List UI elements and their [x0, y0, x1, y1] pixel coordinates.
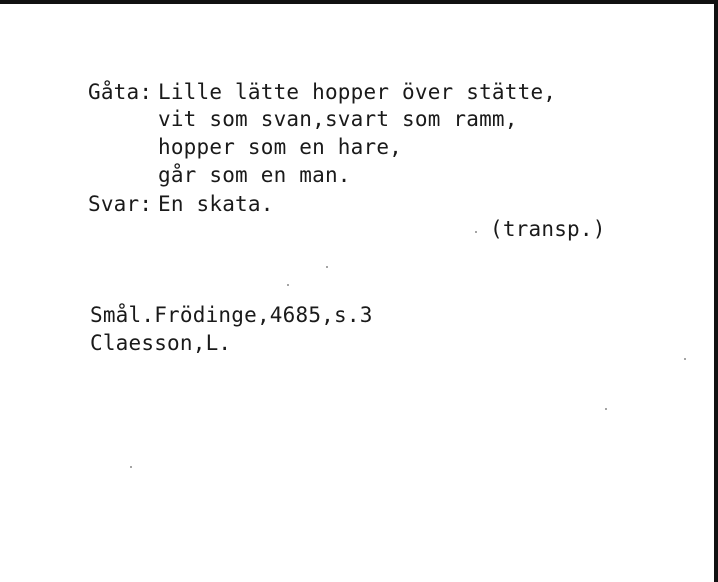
- riddle-line-1: Lille lätte hopper över stätte,: [158, 80, 557, 104]
- scan-speck: [287, 284, 289, 286]
- answer-label: Svar:: [88, 192, 153, 216]
- scan-speck: [130, 466, 132, 468]
- collector-name: Claesson,L.: [90, 331, 232, 355]
- scan-speck: [605, 408, 607, 410]
- riddle-line-3: hopper som en hare,: [158, 135, 403, 159]
- scan-speck: [684, 358, 686, 360]
- riddle-label: Gåta:: [88, 80, 153, 104]
- answer-text: En skata.: [158, 192, 274, 216]
- riddle-line-4: går som en man.: [158, 163, 351, 187]
- riddle-line-2: vit som svan,svart som ramm,: [158, 107, 518, 131]
- scan-speck: [475, 231, 477, 233]
- transposition-note: (transp.): [490, 217, 606, 241]
- scan-speck: [326, 266, 328, 268]
- source-reference: Smål.Frödinge,4685,s.3: [90, 303, 373, 327]
